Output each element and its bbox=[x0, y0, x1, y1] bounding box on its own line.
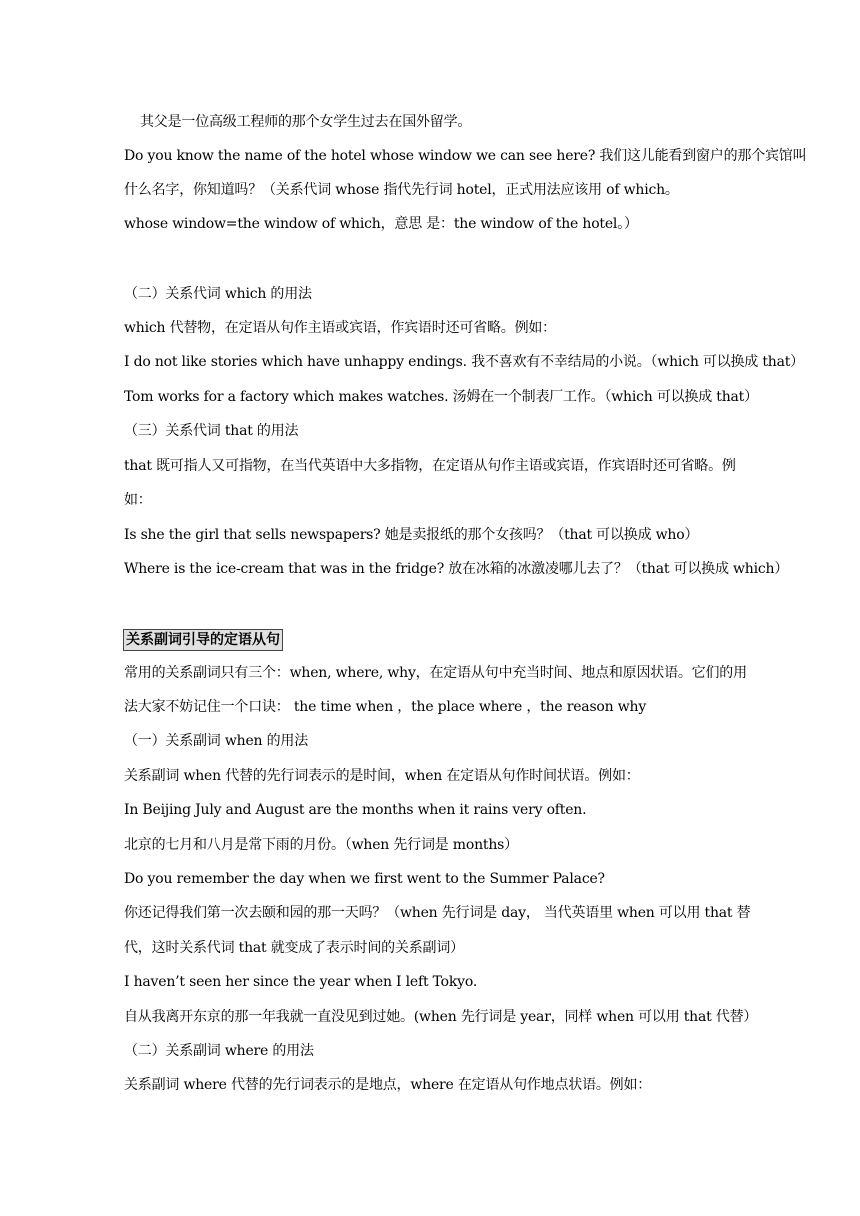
example-line: I haven’t seen her since the year when I left Tokyo. bbox=[124, 974, 478, 990]
paragraph-line: Do you know the name of the hotel whose window we can see here? 我们这儿能看到窗户的那个宾馆叫 bbox=[124, 148, 807, 164]
paragraph-line: 常用的关系副词只有三个：when, where, why，在定语从句中充当时间、地点和原因状语。它们的用 bbox=[124, 665, 747, 681]
paragraph-line: whose window=the window of which，意思 是：the window of the hotel。） bbox=[124, 216, 638, 232]
subheading-that: （三）关系代词 that 的用法 bbox=[124, 423, 299, 439]
paragraph-line: which 代替物，在定语从句作主语或宾语，作宾语时还可省略。例如： bbox=[124, 320, 556, 336]
subheading-where: （二）关系副词 where 的用法 bbox=[124, 1043, 314, 1059]
paragraph-line: 关系副词 where 代替的先行词表示的是地点，where 在定语从句作地点状语。例如： bbox=[124, 1077, 652, 1093]
example-line: Is she the girl that sells newspapers? 她是卖报纸的那个女孩吗？（that 可以换成 who） bbox=[124, 527, 699, 543]
example-line: I do not like stories which have unhappy endings. 我不喜欢有不幸结局的小说。（which 可以换成 that） bbox=[124, 354, 804, 370]
paragraph-line: that 既可指人又可指物，在当代英语中大多指物，在定语从句作主语或宾语，作宾语时还可省略。例 bbox=[124, 458, 736, 474]
subheading-which: （二）关系代词 which 的用法 bbox=[124, 286, 312, 302]
paragraph-line: 如： bbox=[124, 492, 152, 508]
example-line: Where is the ice-cream that was in the fridge? 放在冰箱的冰激凌哪儿去了？（that 可以换成 which） bbox=[124, 561, 789, 577]
paragraph-line: 其父是一位高级工程师的那个女学生过去在国外留学。 bbox=[140, 114, 472, 130]
paragraph-line: 法大家不妨记住一个口诀： the time when ，the place where ，the reason why bbox=[124, 699, 647, 715]
example-line: In Beijing July and August are the months when it rains very often. bbox=[124, 802, 587, 818]
example-line: 你还记得我们第一次去颐和园的那一天吗？（when 先行词是 day， 当代英语里 when 可以用 that 替 bbox=[124, 905, 751, 921]
example-line: 代，这时关系代词 that 就变成了表示时间的关系副词） bbox=[124, 940, 464, 956]
example-line: 北京的七月和八月是常下雨的月份。（when 先行词是 months） bbox=[124, 837, 518, 853]
subheading-when: （一）关系副词 when 的用法 bbox=[124, 733, 309, 749]
section-heading: 关系副词引导的定语从句 bbox=[123, 629, 283, 651]
example-line: 自从我离开东京的那一年我就一直没见到过她。(when 先行词是 year，同样 when 可以用 that 代替） bbox=[124, 1009, 758, 1025]
example-line: Do you remember the day when we first went to the Summer Palace? bbox=[124, 871, 605, 887]
paragraph-line: 关系副词 when 代替的先行词表示的是时间，when 在定语从句作时间状语。例如： bbox=[124, 768, 640, 784]
example-line: Tom works for a factory which makes watches. 汤姆在一个制表厂工作。（which 可以换成 that） bbox=[124, 389, 758, 405]
paragraph-line: 什么名字，你知道吗？（关系代词 whose 指代先行词 hotel，正式用法应该用 of which。 bbox=[124, 182, 679, 198]
